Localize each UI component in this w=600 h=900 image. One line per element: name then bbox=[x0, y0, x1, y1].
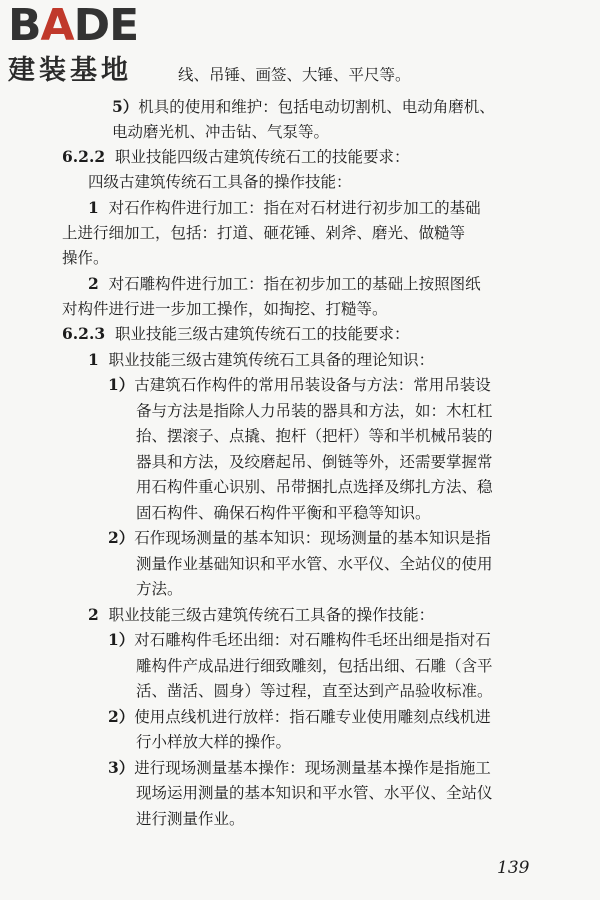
list-item-1: 1）古建筑石作构件的常用吊装设备与方法：常用吊装设 bbox=[108, 375, 491, 394]
text-line: 电动磨光机、冲击钻、气泵等。 bbox=[112, 123, 330, 141]
text-line: 用石构件重心识别、吊带捆扎点选择及绑扎方法、稳 bbox=[136, 478, 493, 496]
list-item-3: 3）进行现场测量基本操作：现场测量基本操作是指施工 bbox=[108, 758, 491, 777]
text-line: 器具和方法，及绞磨起吊、倒链等外，还需要掌握常 bbox=[136, 453, 493, 471]
text-line: 操作。 bbox=[62, 249, 109, 267]
section-heading-6-2-2: 6.2.2 职业技能四级古建筑传统石工的技能要求： bbox=[62, 147, 410, 166]
text-line: 方法。 bbox=[136, 580, 183, 598]
paragraph-item-1: 1 职业技能三级古建筑传统石工具备的理论知识： bbox=[88, 350, 435, 369]
page-number: 139 bbox=[497, 858, 530, 878]
text-line: 四级古建筑传统石工具备的操作技能： bbox=[88, 173, 352, 191]
text-line: 雕构件产成品进行细致雕刻，包括出细、石雕（含平 bbox=[136, 657, 493, 675]
text-line: 备与方法是指除人力吊装的器具和方法，如：木杠杠 bbox=[136, 402, 493, 420]
text-line: 行小样放大样的操作。 bbox=[136, 733, 292, 751]
text-line: 测量作业基础知识和平水管、水平仪、全站仪的使用 bbox=[136, 555, 493, 573]
section-heading-6-2-3: 6.2.3 职业技能三级古建筑传统石工的技能要求： bbox=[62, 324, 410, 343]
list-item-5: 5）机具的使用和维护：包括电动切割机、电动角磨机、 bbox=[112, 97, 495, 116]
watermark-logo bbox=[8, 0, 178, 94]
text-line: 现场运用测量的基本知识和平水管、水平仪、全站仪 bbox=[136, 784, 493, 802]
paragraph-item-2: 2 对石雕构件进行加工：指在初步加工的基础上按照图纸 bbox=[88, 274, 481, 293]
logo-subtitle: 建装基地 bbox=[8, 55, 132, 86]
list-item-2: 2）使用点线机进行放样：指石雕专业使用雕刻点线机进 bbox=[108, 707, 491, 726]
text-line: 线、吊锤、画签、大锤、平尺等。 bbox=[178, 66, 411, 84]
text-line: 对构件进行进一步加工操作，如掏挖、打糙等。 bbox=[62, 300, 388, 318]
text-line: 固石构件、确保石构件平衡和平稳等知识。 bbox=[136, 504, 431, 522]
paragraph-item-2: 2 职业技能三级古建筑传统石工具备的操作技能： bbox=[88, 605, 435, 624]
paragraph-item-1: 1 对石作构件进行加工：指在对石材进行初步加工的基础 bbox=[88, 198, 481, 217]
list-item-2: 2）石作现场测量的基本知识：现场测量的基本知识是指 bbox=[108, 528, 491, 547]
text-line: 抬、摆滚子、点撬、抱杆（把杆）等和半机械吊装的 bbox=[136, 427, 493, 445]
list-item-1: 1）对石雕构件毛坯出细：对石雕构件毛坯出细是指对石 bbox=[108, 630, 491, 649]
text-line: 进行测量作业。 bbox=[136, 810, 245, 828]
logo-brand: BADE bbox=[8, 0, 139, 51]
text-line: 上进行细加工，包括：打道、砸花锤、剁斧、磨光、做糙等 bbox=[62, 224, 466, 242]
text-line: 活、凿活、圆身）等过程，直至达到产品验收标准。 bbox=[136, 682, 493, 700]
